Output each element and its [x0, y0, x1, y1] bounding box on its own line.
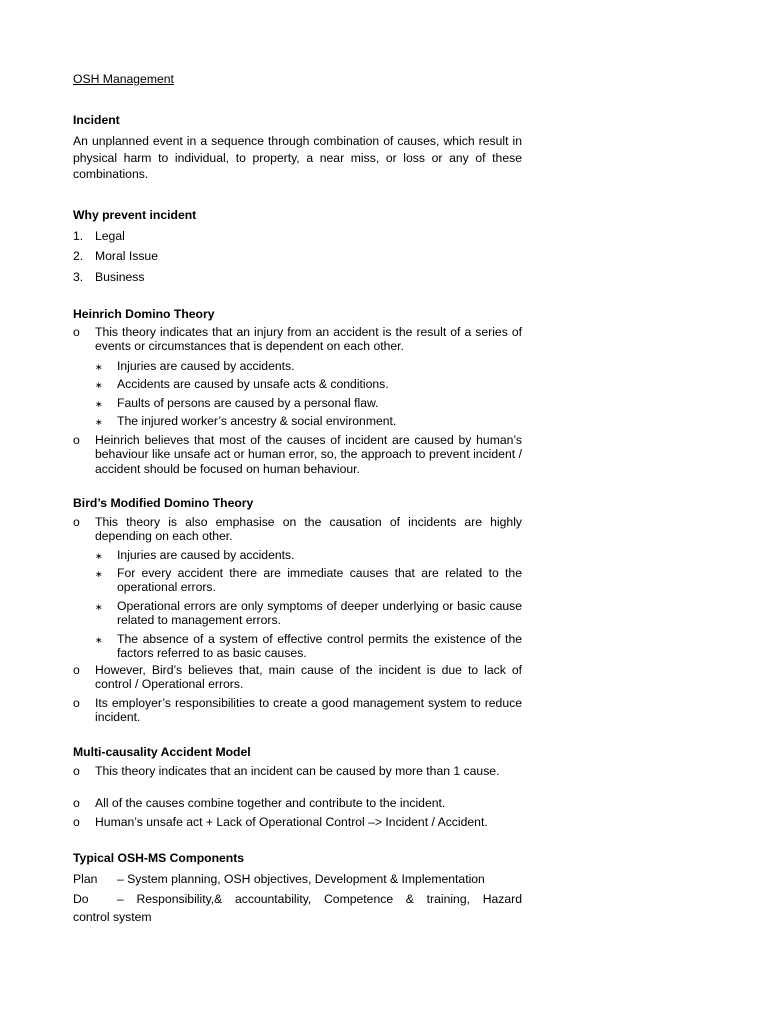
- bullet-marker: o: [73, 696, 80, 710]
- incident-definition: An unplanned event in a sequence through combination of causes, which result in physical harm to individual, to property, a near miss, or loss or any of these combinations.: [73, 134, 522, 181]
- bullet-marker: o: [73, 325, 80, 339]
- sub-bullet-text: For every accident there are immediate causes that are related to the operational errors.: [117, 566, 522, 595]
- list-number: 1.: [73, 229, 84, 243]
- component-description: – Responsibility,& accountability, Competence & training, Hazard: [117, 892, 522, 906]
- heinrich-heading: Heinrich Domino Theory: [73, 307, 215, 321]
- list-number: 3.: [73, 270, 84, 284]
- component-description-continued: control system: [73, 910, 152, 924]
- bullet-text: However, Bird’s believes that, main cause of the incident is due to lack of control / Operational errors.: [95, 663, 522, 692]
- sub-bullet-text: Injuries are caused by accidents.: [117, 548, 295, 562]
- sub-bullet-text: The injured worker’s ancestry & social environment.: [117, 414, 397, 428]
- why-prevent-heading: Why prevent incident: [73, 208, 197, 222]
- star-bullet-icon: ∗: [95, 417, 103, 427]
- star-bullet-icon: ∗: [95, 569, 103, 579]
- star-bullet-icon: ∗: [95, 380, 103, 390]
- list-text: Business: [95, 270, 145, 284]
- component-label: Do: [73, 892, 89, 906]
- star-bullet-icon: ∗: [95, 362, 103, 372]
- bullet-text: This theory is also emphasise on the causation of incidents are highly depending on each other.: [95, 515, 522, 544]
- bird-heading: Bird’s Modified Domino Theory: [73, 496, 254, 510]
- component-description: – System planning, OSH objectives, Development & Implementation: [117, 872, 485, 886]
- sub-bullet-text: The absence of a system of effective control permits the existence of the factors referred to as basic causes.: [117, 632, 522, 661]
- sub-bullet-text: Operational errors are only symptoms of deeper underlying or basic cause related to management errors.: [117, 599, 522, 628]
- star-bullet-icon: ∗: [95, 635, 103, 645]
- bullet-text: Human’s unsafe act + Lack of Operational Control –> Incident / Accident.: [95, 815, 488, 829]
- incident-heading: Incident: [73, 113, 120, 127]
- bullet-text: This theory indicates that an injury from an accident is the result of a series of events or circumstances that is dependent on each other.: [95, 325, 522, 354]
- list-text: Legal: [95, 229, 125, 243]
- star-bullet-icon: ∗: [95, 551, 103, 561]
- list-number: 2.: [73, 249, 84, 263]
- bullet-marker: o: [73, 515, 80, 529]
- bullet-text: This theory indicates that an incident can be caused by more than 1 cause.: [95, 764, 500, 778]
- bullet-text: Heinrich believes that most of the causes of incident are caused by human’s behaviour like unsafe act or human error, so, the approach to prevent incident / accident should be focused on human behaviour.: [95, 433, 522, 476]
- star-bullet-icon: ∗: [95, 602, 103, 612]
- sub-bullet-text: Injuries are caused by accidents.: [117, 359, 295, 373]
- bullet-marker: o: [73, 433, 80, 447]
- sub-bullet-text: Faults of persons are caused by a personal flaw.: [117, 396, 379, 410]
- sub-bullet-text: Accidents are caused by unsafe acts & conditions.: [117, 377, 389, 391]
- component-label: Plan: [73, 872, 98, 886]
- bullet-marker: o: [73, 764, 80, 778]
- bullet-text: Its employer’s responsibilities to create a good management system to reduce incident.: [95, 696, 522, 725]
- bullet-marker: o: [73, 815, 80, 829]
- bullet-marker: o: [73, 663, 80, 677]
- components-heading: Typical OSH-MS Components: [73, 851, 245, 865]
- multi-causality-heading: Multi-causality Accident Model: [73, 745, 251, 759]
- bullet-text: All of the causes combine together and contribute to the incident.: [95, 796, 446, 810]
- star-bullet-icon: ∗: [95, 399, 103, 409]
- document-title: OSH Management: [73, 72, 174, 86]
- list-text: Moral Issue: [95, 249, 158, 263]
- bullet-marker: o: [73, 796, 80, 810]
